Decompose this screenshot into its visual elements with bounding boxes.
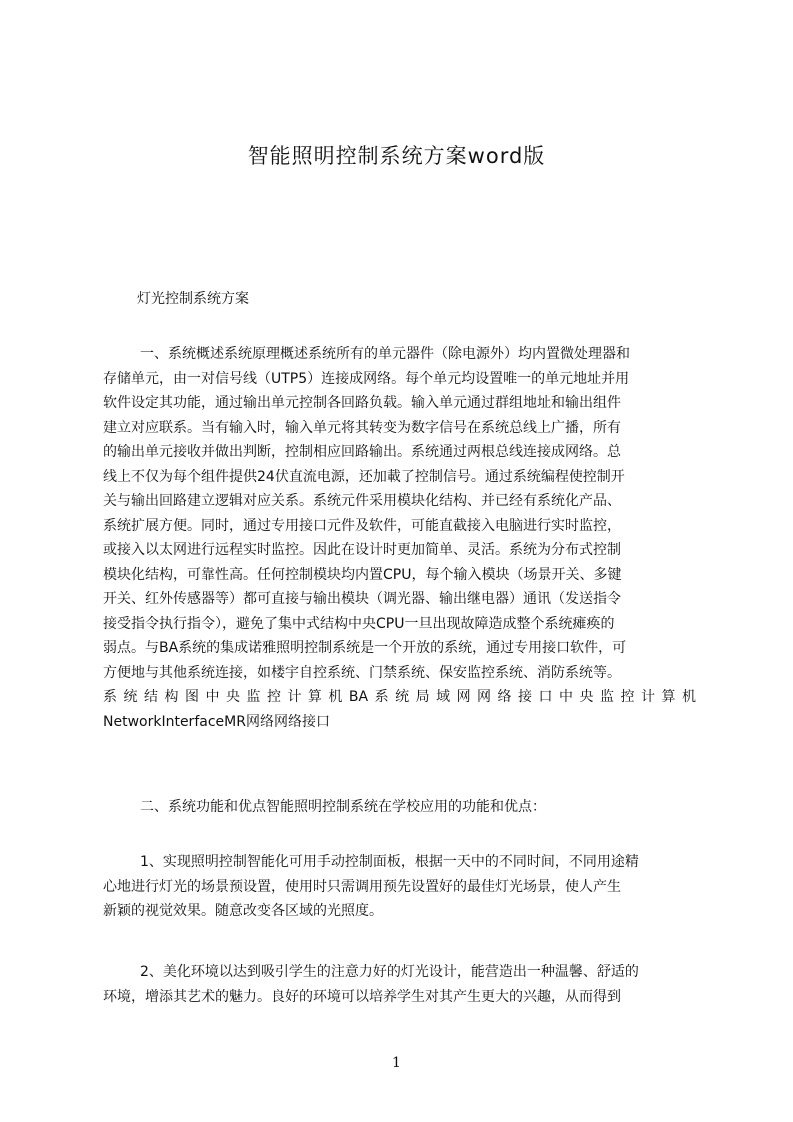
section2-heading-paragraph xyxy=(103,795,696,820)
paragraph-line: NetworkInterfaceMR网络网络接口 xyxy=(103,713,330,730)
page-number: 1 xyxy=(392,1055,401,1071)
paragraph-line: 的输出单元接收并做出判断，控制相应回路输出。系统通过两根总线连接成网络。总 xyxy=(103,444,621,460)
paragraph-line: 新颖的视觉效果。随意改变各区域的光照度。 xyxy=(103,903,383,919)
paragraph-line: 1、实现照明控制智能化可用手动控制面板，根据一天中的不同时间，不同用途精 xyxy=(140,854,639,870)
paragraph-line: 系统结构图中央监控计算机BA系统局域网网络接口中央监控计算机 xyxy=(103,689,696,705)
section1-paragraph xyxy=(103,342,696,734)
paragraph-line: 开关、红外传感器等）都可直接与输出模块（调光器、输出继电器）通讯（发送指令 xyxy=(103,591,621,607)
paragraph-line: 心地进行灯光的场景预设置，使用时只需调用预先设置好的最佳灯光场景，使人产生 xyxy=(103,878,621,895)
paragraph-line: 环境，增添其艺术的魅力。良好的环境可以培养学生对其产生更大的兴趣，从而得到 xyxy=(103,988,621,1005)
item2-paragraph xyxy=(103,960,696,1009)
paragraph-line: 接受指令执行指令），避免了集中式结构中央CPU一旦出现故障造成整个系统瘫痪的 xyxy=(103,615,615,632)
paragraph-line: 2、美化环境以达到吸引学生的注意力好的灯光设计，能营造出一种温馨、舒适的 xyxy=(140,964,639,980)
paragraph-line: 方便地与其他系统连接，如楼宇自控系统、门禁系统、保安监控系统、消防系统等。 xyxy=(103,664,621,681)
item1-paragraph xyxy=(103,850,696,924)
document-title: 智能照明控制系统方案word版 xyxy=(247,144,546,168)
paragraph-line: 系统扩展方便。同时，通过专用接口元件及软件，可能直截接入电脑进行实时监控， xyxy=(103,517,621,534)
document-subtitle: 灯光控制系统方案 xyxy=(137,291,249,307)
paragraph-line: 建立对应联系。当有输入时，输入单元将其转变为数字信号在系统总线上广播，所有 xyxy=(103,419,621,436)
paragraph-line: 一、系统概述系统原理概述系统所有的单元器件（除电源外）均内置微处理器和 xyxy=(140,346,630,362)
paragraph-line: 存储单元，由一对信号线（UTP5）连接成网络。每个单元均设置唯一的单元地址并用 xyxy=(103,370,630,387)
paragraph-line: 软件设定其功能，通过输出单元控制各回路负载。输入单元通过群组地址和输出组件 xyxy=(103,395,621,411)
paragraph-line: 或接入以太网进行远程实时监控。因此在设计时更加简单、灵活。系统为分布式控制 xyxy=(103,542,621,558)
paragraph-line: 关与输出回路建立逻辑对应关系。系统元件采用模块化结构、并已经有系统化产品、 xyxy=(103,493,621,509)
paragraph-line: 弱点。与BA系统的集成诺雅照明控制系统是一个开放的系统，通过专用接口软件，可 xyxy=(103,640,627,656)
paragraph-line: 模块化结构，可靠性高。任何控制模块均内置CPU，每个输入模块（场景开关、多键 xyxy=(103,566,622,583)
paragraph-line: 线上不仅为每个组件提供24伏直流电源，还加載了控制信号。通过系统编程使控制开 xyxy=(103,468,625,485)
section2-heading: 二、系统功能和优点智能照明控制系统在学校应用的功能和优点： xyxy=(140,799,546,815)
